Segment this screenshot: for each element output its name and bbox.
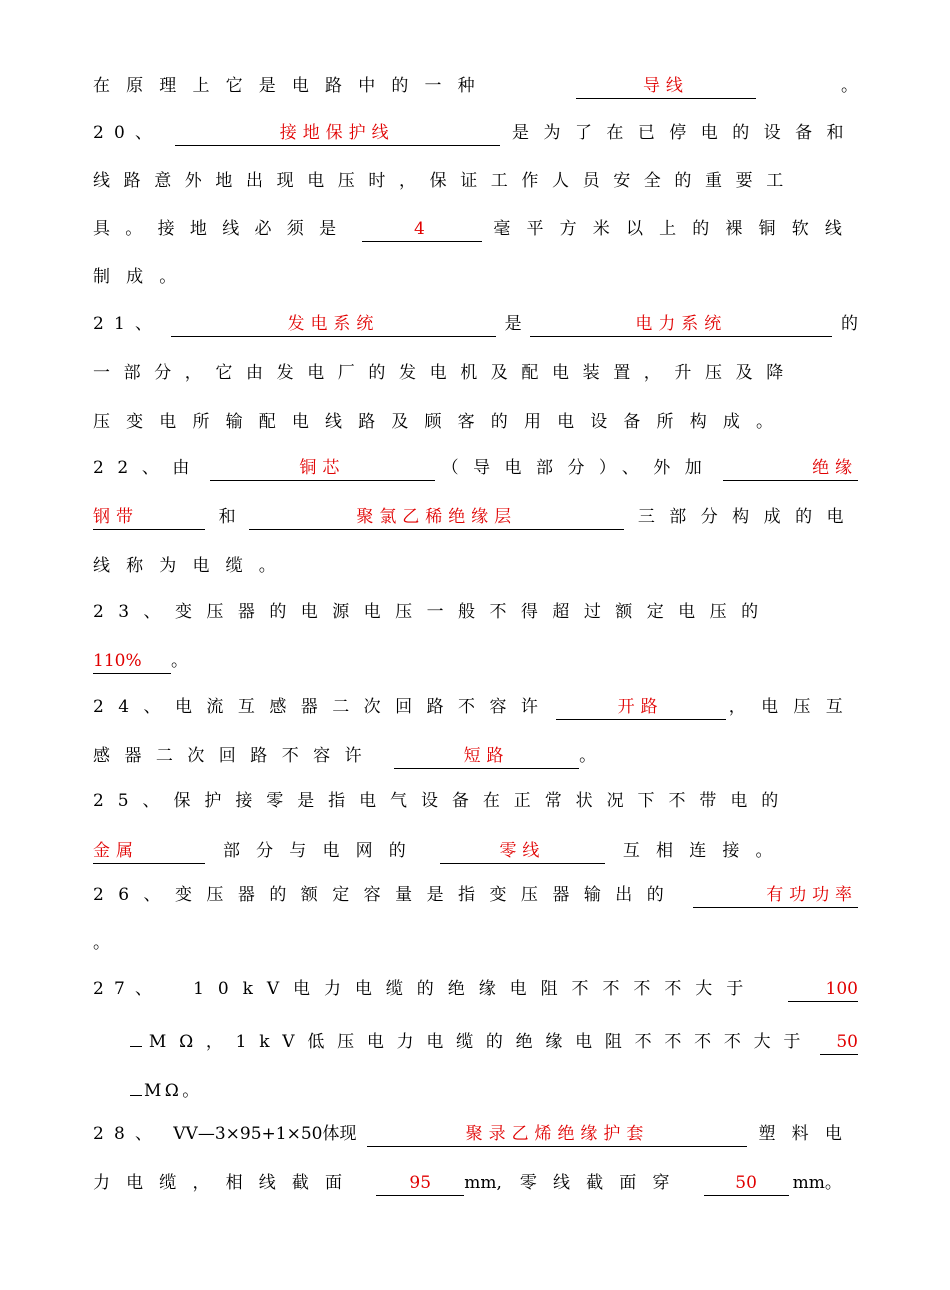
q22-text-1: （导电部分）、外加 bbox=[441, 458, 717, 478]
q26-line-2 bbox=[93, 926, 858, 960]
q27-text-2: MΩ，1kV低压电力电缆的绝缘电阻不不不不大于 bbox=[148, 1032, 814, 1052]
q25-line-2 bbox=[93, 834, 858, 868]
q24-post: 。 bbox=[579, 746, 597, 766]
q28-answer-3: 50 bbox=[735, 1173, 757, 1193]
q19-line bbox=[93, 69, 858, 103]
q20-number: 20、 bbox=[93, 123, 163, 143]
q27-blank-2-cont bbox=[130, 1071, 142, 1096]
q22-text-2: 三部分构成的电 bbox=[637, 507, 858, 527]
q24-answer-1: 开路 bbox=[617, 697, 664, 717]
q25-text-1: 25、保护接零是指电气设备在正常状况下不带电的 bbox=[93, 791, 793, 811]
q21-line-2 bbox=[93, 356, 858, 390]
q24-text-2: ，电压互 bbox=[728, 697, 858, 717]
q24-answer-2: 短路 bbox=[463, 746, 510, 766]
q27-blank-1 bbox=[788, 977, 858, 1002]
q22-answer-2a: 绝缘 bbox=[812, 458, 858, 478]
q20-answer-2: 4 bbox=[413, 219, 431, 239]
q22-blank-1 bbox=[210, 456, 435, 481]
q25-line-1 bbox=[93, 784, 858, 818]
q19-post: 。 bbox=[841, 76, 858, 96]
q28-answer-1: 聚录乙烯绝缘护套 bbox=[465, 1124, 650, 1144]
q25-blank-2 bbox=[440, 839, 605, 864]
q26-line-1 bbox=[93, 878, 858, 912]
q28-blank-2 bbox=[376, 1171, 464, 1196]
q20-blank bbox=[175, 121, 500, 146]
q22-line-3 bbox=[93, 549, 858, 583]
q24-blank-1 bbox=[556, 695, 726, 720]
q22-blank-2-cont bbox=[93, 505, 205, 530]
q21-line-3 bbox=[93, 405, 858, 439]
q21-number: 21、 bbox=[93, 314, 163, 334]
q22-line-2 bbox=[93, 500, 858, 534]
q19-blank bbox=[576, 74, 756, 99]
q28-unit-2: mm。 bbox=[792, 1173, 842, 1193]
q28-model: VV—3×95+1×50体现 bbox=[173, 1124, 357, 1144]
q27-answer-1: 100 bbox=[825, 979, 858, 999]
q20-text-2: 线路意外地出现电压时，保证工作人员安全的重要工 bbox=[93, 171, 797, 191]
q26-answer: 有功功率 bbox=[766, 885, 858, 905]
q27-line-1 bbox=[93, 972, 858, 1006]
q24-blank-2 bbox=[394, 744, 579, 769]
q20-line-4 bbox=[93, 260, 858, 294]
q25-answer-1: 金属 bbox=[93, 841, 139, 861]
q23-line-1 bbox=[93, 595, 858, 629]
q23-post: 。 bbox=[171, 651, 188, 671]
q27-line-2 bbox=[130, 1022, 858, 1056]
q24-text-3: 感器二次回路不容许 bbox=[93, 746, 377, 766]
q21-text-3: 压变电所输配电线路及顾客的用电设备所构成。 bbox=[93, 412, 790, 432]
q22-mid: 和 bbox=[218, 507, 236, 527]
q25-text-2: 部分与电网的 bbox=[223, 841, 422, 861]
q26-blank bbox=[693, 883, 858, 908]
q28-blank-3 bbox=[704, 1171, 789, 1196]
q19-pre: 在原理上它是电路中的一种 bbox=[93, 76, 491, 96]
q28-text-3: 零线截面穿 bbox=[519, 1173, 686, 1193]
q22-answer-3: 聚氯乙稀绝缘层 bbox=[356, 507, 518, 527]
q27-blank-1-cont bbox=[130, 1022, 142, 1047]
q22-blank-3 bbox=[249, 505, 624, 530]
q23-text-1: 23、变压器的电源电压一般不得超过额定电压的 bbox=[93, 602, 773, 622]
q21-blank-1 bbox=[171, 312, 496, 337]
q28-blank-1 bbox=[367, 1122, 747, 1147]
q20-text-4: 毫平方米以上的裸铜软线 bbox=[493, 219, 858, 239]
q23-line-2 bbox=[93, 644, 858, 678]
q28-line-2 bbox=[93, 1166, 858, 1200]
q21-line-1 bbox=[93, 307, 858, 341]
q20-answer: 接地保护线 bbox=[279, 123, 395, 143]
q25-answer-2: 零线 bbox=[499, 841, 546, 861]
q27-blank-2 bbox=[820, 1030, 858, 1055]
q20-line-2 bbox=[93, 164, 858, 198]
q21-answer-2: 电力系统 bbox=[635, 314, 728, 334]
q23-answer: 110% bbox=[93, 651, 142, 671]
q20-line-1 bbox=[93, 116, 858, 150]
q20-text-3: 具。接地线必须是 bbox=[93, 219, 352, 239]
q23-blank bbox=[93, 649, 171, 674]
q26-text-1: 26、变压器的额定容量是指变压器输出的 bbox=[93, 885, 679, 905]
q20-blank-2 bbox=[362, 217, 482, 242]
q21-text-2: 一部分，它由发电厂的发电机及配电装置，升压及降 bbox=[93, 363, 797, 383]
q28-text-2: 力电缆，相线截面 bbox=[93, 1173, 359, 1193]
q28-number: 28、 bbox=[93, 1124, 163, 1144]
q20-text-5: 制成。 bbox=[93, 267, 193, 287]
q21-answer-1: 发电系统 bbox=[287, 314, 380, 334]
q24-text-1: 24、电流互感器二次回路不容许 bbox=[93, 697, 553, 717]
q27-number: 27、 bbox=[93, 979, 163, 999]
q22-blank-2 bbox=[723, 456, 858, 481]
q27-text-3: MΩ。 bbox=[144, 1081, 203, 1101]
q24-line-2 bbox=[93, 739, 858, 773]
q21-mid: 是 bbox=[504, 314, 522, 334]
q28-text-1: 塑料电 bbox=[758, 1124, 858, 1144]
q28-line-1 bbox=[93, 1117, 858, 1151]
q22-answer-1: 铜芯 bbox=[299, 458, 346, 478]
q25-blank-1 bbox=[93, 839, 205, 864]
q21-blank-2 bbox=[530, 312, 832, 337]
q22-number: 22、由 bbox=[93, 458, 204, 478]
q19-answer: 导线 bbox=[642, 76, 689, 96]
q27-text-1: 10kV电力电缆的绝缘电阻不不不不大于 bbox=[193, 979, 758, 999]
q20-line-3 bbox=[93, 212, 858, 246]
q28-unit-1: mm, bbox=[464, 1173, 502, 1193]
q27-answer-2: 50 bbox=[836, 1032, 858, 1052]
q25-text-3: 互相连接。 bbox=[622, 841, 789, 861]
q21-end: 的 bbox=[840, 314, 858, 334]
q22-answer-2b: 钢带 bbox=[93, 507, 139, 527]
q22-line-1 bbox=[93, 451, 858, 485]
q26-post: 。 bbox=[93, 933, 110, 953]
q27-line-3 bbox=[130, 1071, 858, 1105]
q24-line-1 bbox=[93, 690, 858, 724]
q22-text-3: 线称为电缆。 bbox=[93, 556, 292, 576]
q28-answer-2: 95 bbox=[409, 1173, 432, 1193]
q20-text-1: 是为了在已停电的设备和 bbox=[512, 123, 858, 143]
